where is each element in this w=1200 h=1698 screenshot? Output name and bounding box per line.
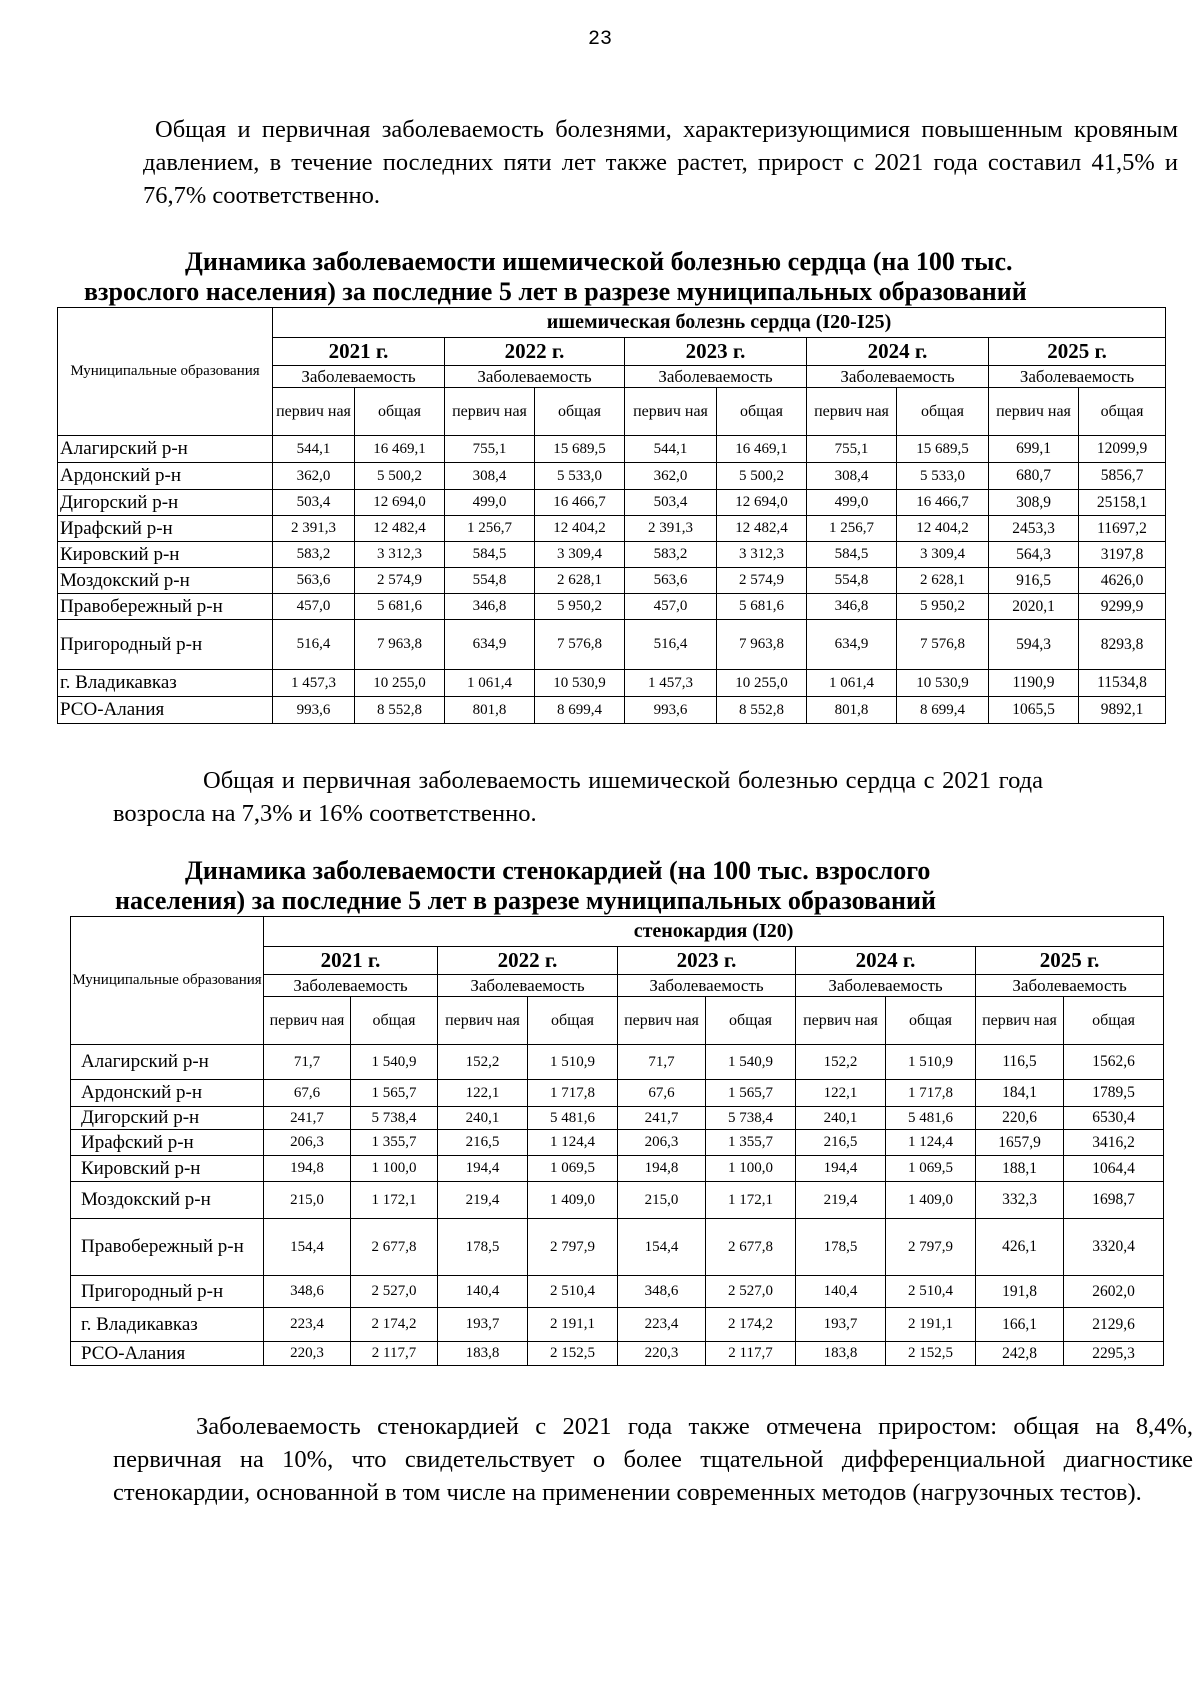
value-cell: 12099,9 <box>1079 436 1166 463</box>
table-row <box>71 1308 1164 1342</box>
value-cell: 193,7 <box>438 1308 528 1342</box>
value-cell: 5 681,6 <box>717 594 807 620</box>
value-cell: 362,0 <box>273 463 355 490</box>
value-cell: 1190,9 <box>989 670 1079 697</box>
value-cell: 1 510,9 <box>528 1045 618 1080</box>
value-cell: 4626,0 <box>1079 568 1166 594</box>
paragraph-ihd: Общая и первичная заболеваемость ишемической болезнью сердца с 2021 года возросла на 7,3% и 16% соответственно. <box>113 767 1043 827</box>
value-cell: 346,8 <box>445 594 535 620</box>
value-cell: 2 797,9 <box>886 1219 976 1276</box>
value-cell: 755,1 <box>445 436 535 463</box>
region-name: г. Владикавказ <box>58 670 273 697</box>
table1-title-line1: Динамика заболеваемости ишемической болезнью сердца (на 100 тыс. <box>185 247 1013 276</box>
region-name: Пригородный р-н <box>71 1276 264 1308</box>
value-cell: 5 500,2 <box>355 463 445 490</box>
value-cell: 634,9 <box>445 620 535 670</box>
value-cell: 2 677,8 <box>706 1219 796 1276</box>
region-name: Алагирский р-н <box>71 1045 264 1080</box>
value-cell: 563,6 <box>273 568 355 594</box>
value-cell: 1 124,4 <box>886 1130 976 1156</box>
value-cell: 240,1 <box>438 1107 528 1130</box>
table-row <box>58 670 1166 697</box>
value-cell: 348,6 <box>618 1276 706 1308</box>
value-cell: 241,7 <box>618 1107 706 1130</box>
value-cell: 2 152,5 <box>528 1342 618 1366</box>
value-cell: 178,5 <box>438 1219 528 1276</box>
value-cell: 194,8 <box>618 1156 706 1182</box>
value-cell: 71,7 <box>618 1045 706 1080</box>
value-cell: 2 191,1 <box>528 1308 618 1342</box>
value-cell: 122,1 <box>796 1080 886 1107</box>
table-row <box>58 542 1166 568</box>
value-cell: 220,6 <box>976 1107 1064 1130</box>
value-cell: 15 689,5 <box>897 436 989 463</box>
total-header: общая <box>355 388 445 436</box>
value-cell: 11534,8 <box>1079 670 1166 697</box>
value-cell: 154,4 <box>264 1219 351 1276</box>
value-cell: 2129,6 <box>1064 1308 1164 1342</box>
value-cell: 680,7 <box>989 463 1079 490</box>
value-cell: 1 540,9 <box>351 1045 438 1080</box>
paragraph-hypertension: Общая и первичная заболеваемость болезнями, характеризующимися повышенным кровяным давлением, в течение последних пяти лет также растет, прирост с 2021 года составил 41,5% и 76,7% соответственно. <box>143 116 1178 209</box>
value-cell: 516,4 <box>273 620 355 670</box>
value-cell: 516,4 <box>625 620 717 670</box>
value-cell: 1 256,7 <box>807 516 897 542</box>
primary-header: первич ная <box>989 388 1079 436</box>
total-header: общая <box>706 997 796 1045</box>
table2-title <box>0 856 1200 916</box>
value-cell: 2 574,9 <box>355 568 445 594</box>
value-cell: 1657,9 <box>976 1130 1064 1156</box>
value-cell: 12 404,2 <box>897 516 989 542</box>
value-cell: 3 309,4 <box>535 542 625 568</box>
value-cell: 8293,8 <box>1079 620 1166 670</box>
table-ihd <box>57 307 1166 724</box>
value-cell: 346,8 <box>807 594 897 620</box>
incidence-header: Заболеваемость <box>264 975 438 997</box>
value-cell: 1 355,7 <box>706 1130 796 1156</box>
value-cell: 2 628,1 <box>535 568 625 594</box>
value-cell: 584,5 <box>445 542 535 568</box>
primary-header: первич ная <box>618 997 706 1045</box>
incidence-header: Заболеваемость <box>273 366 445 388</box>
value-cell: 191,8 <box>976 1276 1064 1308</box>
corner-header: Муниципальные образования <box>58 308 273 436</box>
table2-title-line2: населения) за последние 5 лет в разрезе муниципальных образований <box>115 886 936 915</box>
table-row <box>58 463 1166 490</box>
table-row <box>58 568 1166 594</box>
value-cell: 2 152,5 <box>886 1342 976 1366</box>
primary-header: первич ная <box>438 997 528 1045</box>
value-cell: 10 255,0 <box>717 670 807 697</box>
value-cell: 241,7 <box>264 1107 351 1130</box>
value-cell: 7 576,8 <box>535 620 625 670</box>
value-cell: 2 391,3 <box>625 516 717 542</box>
value-cell: 1 069,5 <box>528 1156 618 1182</box>
value-cell: 583,2 <box>273 542 355 568</box>
table-row <box>58 436 1166 463</box>
value-cell: 152,2 <box>796 1045 886 1080</box>
value-cell: 2 527,0 <box>706 1276 796 1308</box>
region-name: Правобережный р-н <box>71 1219 264 1276</box>
value-cell: 5856,7 <box>1079 463 1166 490</box>
value-cell: 67,6 <box>618 1080 706 1107</box>
value-cell: 634,9 <box>807 620 897 670</box>
value-cell: 2602,0 <box>1064 1276 1164 1308</box>
value-cell: 2 117,7 <box>706 1342 796 1366</box>
value-cell: 220,3 <box>264 1342 351 1366</box>
value-cell: 183,8 <box>438 1342 528 1366</box>
table-row <box>71 1080 1164 1107</box>
value-cell: 584,5 <box>807 542 897 568</box>
incidence-header: Заболеваемость <box>445 366 625 388</box>
value-cell: 223,4 <box>618 1308 706 1342</box>
value-cell: 1698,7 <box>1064 1182 1164 1219</box>
value-cell: 3 312,3 <box>355 542 445 568</box>
table-row <box>71 1276 1164 1308</box>
value-cell: 332,3 <box>976 1182 1064 1219</box>
year-header: 2023 г. <box>618 947 796 975</box>
value-cell: 206,3 <box>618 1130 706 1156</box>
value-cell: 1 457,3 <box>273 670 355 697</box>
primary-header: первич ная <box>976 997 1064 1045</box>
value-cell: 5 738,4 <box>351 1107 438 1130</box>
value-cell: 993,6 <box>273 697 355 724</box>
incidence-header: Заболеваемость <box>976 975 1164 997</box>
value-cell: 3320,4 <box>1064 1219 1164 1276</box>
value-cell: 1789,5 <box>1064 1080 1164 1107</box>
total-header: общая <box>717 388 807 436</box>
value-cell: 2 527,0 <box>351 1276 438 1308</box>
year-header: 2025 г. <box>976 947 1164 975</box>
value-cell: 16 466,7 <box>897 490 989 516</box>
total-header: общая <box>528 997 618 1045</box>
year-header: 2025 г. <box>989 338 1166 366</box>
value-cell: 2453,3 <box>989 516 1079 542</box>
value-cell: 801,8 <box>807 697 897 724</box>
value-cell: 216,5 <box>796 1130 886 1156</box>
value-cell: 8 699,4 <box>535 697 625 724</box>
value-cell: 1 565,7 <box>706 1080 796 1107</box>
value-cell: 240,1 <box>796 1107 886 1130</box>
value-cell: 499,0 <box>445 490 535 516</box>
incidence-header: Заболеваемость <box>625 366 807 388</box>
table-row <box>58 516 1166 542</box>
value-cell: 8 552,8 <box>717 697 807 724</box>
disease-header: ишемическая болезнь сердца (I20-I25) <box>273 308 1166 338</box>
value-cell: 9892,1 <box>1079 697 1166 724</box>
value-cell: 5 681,6 <box>355 594 445 620</box>
value-cell: 1 061,4 <box>807 670 897 697</box>
incidence-header: Заболеваемость <box>989 366 1166 388</box>
region-name: г. Владикавказ <box>71 1308 264 1342</box>
value-cell: 564,3 <box>989 542 1079 568</box>
table-row <box>71 1156 1164 1182</box>
value-cell: 1562,6 <box>1064 1045 1164 1080</box>
incidence-header: Заболеваемость <box>618 975 796 997</box>
value-cell: 1 256,7 <box>445 516 535 542</box>
total-header: общая <box>897 388 989 436</box>
value-cell: 457,0 <box>273 594 355 620</box>
total-header: общая <box>1064 997 1164 1045</box>
value-cell: 1 172,1 <box>351 1182 438 1219</box>
value-cell: 801,8 <box>445 697 535 724</box>
region-name: Ирафский р-н <box>58 516 273 542</box>
value-cell: 916,5 <box>989 568 1079 594</box>
value-cell: 554,8 <box>445 568 535 594</box>
value-cell: 193,7 <box>796 1308 886 1342</box>
value-cell: 1 717,8 <box>528 1080 618 1107</box>
primary-header: первич ная <box>807 388 897 436</box>
incidence-header: Заболеваемость <box>796 975 976 997</box>
value-cell: 5 738,4 <box>706 1107 796 1130</box>
year-header: 2022 г. <box>438 947 618 975</box>
value-cell: 1 355,7 <box>351 1130 438 1156</box>
value-cell: 2 797,9 <box>528 1219 618 1276</box>
corner-header: Муниципальные образования <box>71 917 264 1045</box>
value-cell: 178,5 <box>796 1219 886 1276</box>
value-cell: 1 100,0 <box>351 1156 438 1182</box>
value-cell: 15 689,5 <box>535 436 625 463</box>
value-cell: 2020,1 <box>989 594 1079 620</box>
value-cell: 2 191,1 <box>886 1308 976 1342</box>
primary-header: первич ная <box>796 997 886 1045</box>
value-cell: 2 510,4 <box>886 1276 976 1308</box>
value-cell: 7 963,8 <box>355 620 445 670</box>
value-cell: 242,8 <box>976 1342 1064 1366</box>
value-cell: 563,6 <box>625 568 717 594</box>
value-cell: 25158,1 <box>1079 490 1166 516</box>
value-cell: 2 117,7 <box>351 1342 438 1366</box>
table-row <box>58 594 1166 620</box>
value-cell: 12 482,4 <box>717 516 807 542</box>
region-name: Кировский р-н <box>58 542 273 568</box>
value-cell: 12 404,2 <box>535 516 625 542</box>
value-cell: 11697,2 <box>1079 516 1166 542</box>
value-cell: 544,1 <box>273 436 355 463</box>
value-cell: 188,1 <box>976 1156 1064 1182</box>
year-header: 2021 г. <box>264 947 438 975</box>
value-cell: 7 963,8 <box>717 620 807 670</box>
value-cell: 140,4 <box>438 1276 528 1308</box>
paragraph-angina: Заболеваемость стенокардией с 2021 года также отмечена приростом: общая на 8,4%, первичная на 10%, что свидетельствует о более тщательной дифференциальной диагностике стенокардии, основанной в том числе на применении современных методов (нагрузочных тестов). <box>113 1413 1193 1506</box>
value-cell: 215,0 <box>264 1182 351 1219</box>
value-cell: 16 466,7 <box>535 490 625 516</box>
primary-header: первич ная <box>264 997 351 1045</box>
value-cell: 166,1 <box>976 1308 1064 1342</box>
total-header: общая <box>535 388 625 436</box>
value-cell: 67,6 <box>264 1080 351 1107</box>
region-name: Дигорский р-н <box>71 1107 264 1130</box>
table1-title-line2: взрослого населения) за последние 5 лет в разрезе муниципальных образований <box>84 277 1027 306</box>
value-cell: 426,1 <box>976 1219 1064 1276</box>
value-cell: 184,1 <box>976 1080 1064 1107</box>
value-cell: 3 312,3 <box>717 542 807 568</box>
value-cell: 116,5 <box>976 1045 1064 1080</box>
value-cell: 215,0 <box>618 1182 706 1219</box>
table-row <box>58 697 1166 724</box>
table-row <box>58 490 1166 516</box>
value-cell: 10 530,9 <box>897 670 989 697</box>
incidence-header: Заболеваемость <box>807 366 989 388</box>
disease-header: стенокардия (I20) <box>264 917 1164 947</box>
value-cell: 5 481,6 <box>528 1107 618 1130</box>
value-cell: 7 576,8 <box>897 620 989 670</box>
value-cell: 5 950,2 <box>535 594 625 620</box>
value-cell: 1065,5 <box>989 697 1079 724</box>
value-cell: 5 500,2 <box>717 463 807 490</box>
region-name: Моздокский р-н <box>71 1182 264 1219</box>
value-cell: 194,8 <box>264 1156 351 1182</box>
value-cell: 1 100,0 <box>706 1156 796 1182</box>
value-cell: 993,6 <box>625 697 717 724</box>
value-cell: 2 391,3 <box>273 516 355 542</box>
value-cell: 2 628,1 <box>897 568 989 594</box>
total-header: общая <box>886 997 976 1045</box>
value-cell: 544,1 <box>625 436 717 463</box>
value-cell: 1 172,1 <box>706 1182 796 1219</box>
year-header: 2024 г. <box>796 947 976 975</box>
year-header: 2021 г. <box>273 338 445 366</box>
value-cell: 2 174,2 <box>351 1308 438 1342</box>
value-cell: 3197,8 <box>1079 542 1166 568</box>
value-cell: 308,9 <box>989 490 1079 516</box>
value-cell: 3 309,4 <box>897 542 989 568</box>
value-cell: 1 717,8 <box>886 1080 976 1107</box>
value-cell: 1 409,0 <box>528 1182 618 1219</box>
value-cell: 5 533,0 <box>897 463 989 490</box>
value-cell: 10 530,9 <box>535 670 625 697</box>
value-cell: 1 565,7 <box>351 1080 438 1107</box>
value-cell: 9299,9 <box>1079 594 1166 620</box>
value-cell: 16 469,1 <box>355 436 445 463</box>
value-cell: 1 510,9 <box>886 1045 976 1080</box>
region-name: Правобережный р-н <box>58 594 273 620</box>
value-cell: 554,8 <box>807 568 897 594</box>
value-cell: 219,4 <box>438 1182 528 1219</box>
table-row <box>58 620 1166 670</box>
year-header: 2024 г. <box>807 338 989 366</box>
primary-header: первич ная <box>273 388 355 436</box>
region-name: Ардонский р-н <box>71 1080 264 1107</box>
value-cell: 699,1 <box>989 436 1079 463</box>
value-cell: 755,1 <box>807 436 897 463</box>
value-cell: 223,4 <box>264 1308 351 1342</box>
value-cell: 5 533,0 <box>535 463 625 490</box>
value-cell: 583,2 <box>625 542 717 568</box>
value-cell: 308,4 <box>807 463 897 490</box>
primary-header: первич ная <box>445 388 535 436</box>
value-cell: 12 694,0 <box>355 490 445 516</box>
value-cell: 183,8 <box>796 1342 886 1366</box>
table-row <box>71 1045 1164 1080</box>
value-cell: 499,0 <box>807 490 897 516</box>
value-cell: 2 510,4 <box>528 1276 618 1308</box>
primary-header: первич ная <box>625 388 717 436</box>
value-cell: 3416,2 <box>1064 1130 1164 1156</box>
region-name: РСО-Алания <box>58 697 273 724</box>
value-cell: 194,4 <box>796 1156 886 1182</box>
value-cell: 1 061,4 <box>445 670 535 697</box>
year-header: 2022 г. <box>445 338 625 366</box>
value-cell: 2 574,9 <box>717 568 807 594</box>
region-name: Моздокский р-н <box>58 568 273 594</box>
incidence-header: Заболеваемость <box>438 975 618 997</box>
table-row <box>71 1130 1164 1156</box>
table-angina <box>70 916 1164 1366</box>
value-cell: 71,7 <box>264 1045 351 1080</box>
value-cell: 206,3 <box>264 1130 351 1156</box>
value-cell: 308,4 <box>445 463 535 490</box>
value-cell: 2295,3 <box>1064 1342 1164 1366</box>
region-name: Ирафский р-н <box>71 1130 264 1156</box>
value-cell: 503,4 <box>273 490 355 516</box>
value-cell: 503,4 <box>625 490 717 516</box>
value-cell: 594,3 <box>989 620 1079 670</box>
value-cell: 457,0 <box>625 594 717 620</box>
value-cell: 12 482,4 <box>355 516 445 542</box>
value-cell: 216,5 <box>438 1130 528 1156</box>
value-cell: 2 174,2 <box>706 1308 796 1342</box>
value-cell: 219,4 <box>796 1182 886 1219</box>
value-cell: 1064,4 <box>1064 1156 1164 1182</box>
region-name: Алагирский р-н <box>58 436 273 463</box>
table-row <box>71 1342 1164 1366</box>
region-name: РСО-Алания <box>71 1342 264 1366</box>
value-cell: 140,4 <box>796 1276 886 1308</box>
table1-title <box>0 247 1200 307</box>
value-cell: 12 694,0 <box>717 490 807 516</box>
value-cell: 152,2 <box>438 1045 528 1080</box>
year-header: 2023 г. <box>625 338 807 366</box>
value-cell: 10 255,0 <box>355 670 445 697</box>
region-name: Кировский р-н <box>71 1156 264 1182</box>
value-cell: 6530,4 <box>1064 1107 1164 1130</box>
table-row <box>71 1107 1164 1130</box>
table2-title-line1: Динамика заболеваемости стенокардией (на 100 тыс. взрослого <box>185 856 931 885</box>
value-cell: 194,4 <box>438 1156 528 1182</box>
value-cell: 1 069,5 <box>886 1156 976 1182</box>
value-cell: 362,0 <box>625 463 717 490</box>
value-cell: 348,6 <box>264 1276 351 1308</box>
value-cell: 5 950,2 <box>897 594 989 620</box>
region-name: Пригородный р-н <box>58 620 273 670</box>
value-cell: 122,1 <box>438 1080 528 1107</box>
value-cell: 2 677,8 <box>351 1219 438 1276</box>
value-cell: 5 481,6 <box>886 1107 976 1130</box>
value-cell: 154,4 <box>618 1219 706 1276</box>
total-header: общая <box>351 997 438 1045</box>
total-header: общая <box>1079 388 1166 436</box>
value-cell: 1 124,4 <box>528 1130 618 1156</box>
page-number: 23 <box>587 28 612 51</box>
region-name: Дигорский р-н <box>58 490 273 516</box>
value-cell: 1 540,9 <box>706 1045 796 1080</box>
value-cell: 220,3 <box>618 1342 706 1366</box>
value-cell: 8 699,4 <box>897 697 989 724</box>
table-row <box>71 1182 1164 1219</box>
region-name: Ардонский р-н <box>58 463 273 490</box>
table-row <box>71 1219 1164 1276</box>
value-cell: 1 457,3 <box>625 670 717 697</box>
value-cell: 16 469,1 <box>717 436 807 463</box>
value-cell: 8 552,8 <box>355 697 445 724</box>
value-cell: 1 409,0 <box>886 1182 976 1219</box>
